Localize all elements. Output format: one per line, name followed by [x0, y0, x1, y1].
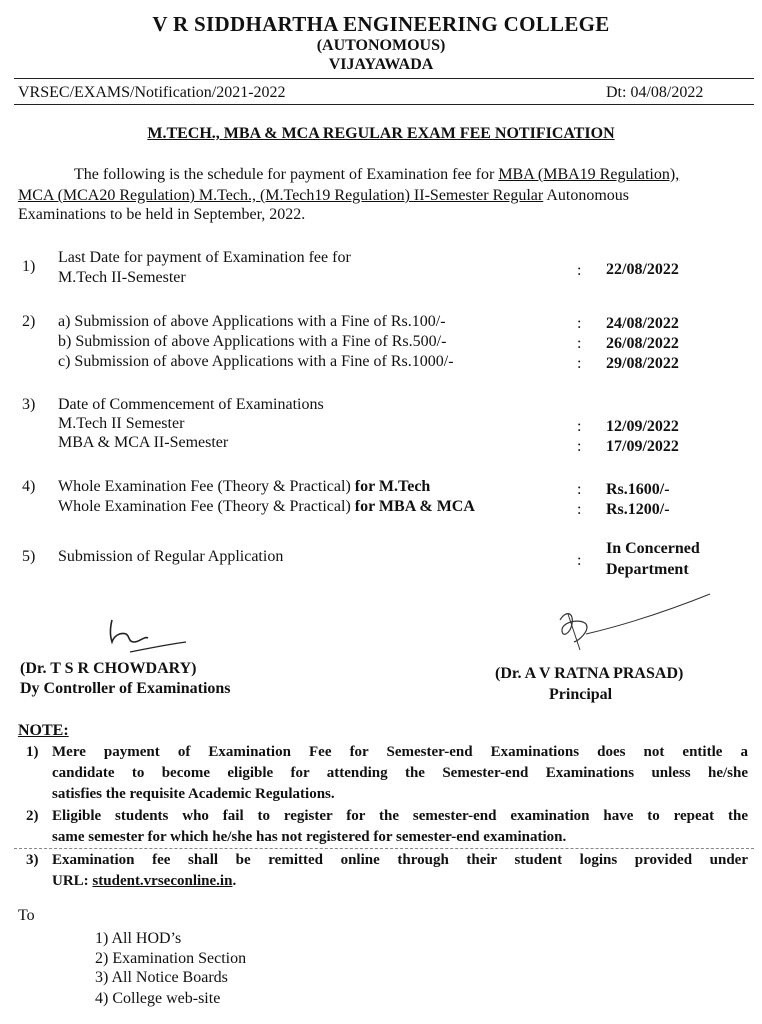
item-value: 29/08/2022: [606, 355, 679, 372]
right-signatory-name: (Dr. A V RATNA PRASAD): [495, 665, 684, 682]
note-number: 3): [26, 852, 39, 868]
item-text: Date of Commencement of Examinations: [58, 396, 324, 413]
item-value: In Concerned: [606, 540, 700, 557]
item-value: Rs.1600/-: [606, 481, 670, 498]
autonomous-label: (AUTONOMOUS): [316, 37, 446, 54]
colon: :: [577, 335, 582, 352]
item-value: 12/09/2022: [606, 418, 679, 435]
fee-text: Whole Examination Fee (Theory & Practical): [58, 498, 355, 515]
note-number: 2): [26, 808, 39, 824]
item-number: 5): [22, 548, 36, 565]
item-text: MBA & MCA II-Semester: [58, 434, 229, 451]
item-value: 22/08/2022: [606, 261, 679, 278]
url-period: .: [232, 873, 237, 889]
colon: :: [577, 438, 582, 455]
item-text: [58, 478, 430, 496]
reference-number: VRSEC/EXAMS/Notification/2021-2022: [18, 84, 286, 101]
left-signature-mark: [100, 606, 190, 656]
left-signatory-title: Dy Controller of Examinations: [20, 680, 231, 697]
item-text: M.Tech II Semester: [58, 415, 185, 432]
colon: :: [577, 552, 582, 569]
note-text: Mere payment of Examination Fee for Semester-end Examinations does not entitle a: [52, 744, 748, 760]
item-text: b) Submission of above Applications with a Fine of Rs.500/-: [58, 333, 447, 350]
item-text: c) Submission of above Applications with a Fine of Rs.1000/-: [58, 353, 454, 370]
item-value: Rs.1200/-: [606, 501, 670, 518]
right-signature-mark: [540, 590, 715, 670]
colon: :: [577, 501, 582, 518]
colon: :: [577, 418, 582, 435]
note-text: Eligible students who fail to register for the semester-end examination have to repeat the: [52, 808, 748, 824]
intro-line-1: [74, 166, 679, 184]
colon: :: [577, 481, 582, 498]
recipient-item: 3) All Notice Boards: [95, 969, 228, 986]
header-rule: [14, 78, 754, 79]
item-text: Submission of Regular Application: [58, 548, 284, 565]
item-value: 17/09/2022: [606, 438, 679, 455]
item-text: a) Submission of above Applications with a Fine of Rs.100/-: [58, 313, 446, 330]
note-number: 1): [26, 744, 39, 760]
url-label: URL:: [52, 873, 93, 889]
item-number: 3): [22, 396, 36, 413]
right-signatory-title: Principal: [549, 686, 613, 703]
note-text: satisfies the requisite Academic Regulations.: [52, 786, 335, 802]
item-number: 4): [22, 478, 36, 495]
intro-text: Autonomous: [543, 187, 630, 204]
recipient-item: 4) College web-site: [95, 990, 221, 1007]
intro-line-2: [18, 187, 629, 205]
colon: :: [577, 262, 582, 279]
item-text: M.Tech II-Semester: [58, 269, 186, 286]
notice-title: M.TECH., MBA & MCA REGULAR EXAM FEE NOTIFICATION: [147, 125, 615, 142]
note-text: Examination fee shall be remitted online through their student logins provided under: [52, 852, 748, 868]
notice-date: Dt: 04/08/2022: [606, 84, 704, 101]
note-heading: NOTE:: [18, 722, 69, 739]
header-rule-2: [14, 104, 754, 105]
item-text: Last Date for payment of Examination fee for: [58, 249, 351, 266]
to-label: To: [18, 907, 35, 924]
left-signatory-name: (Dr. T S R CHOWDARY): [20, 660, 197, 677]
intro-underlined: MBA (MBA19 Regulation),: [498, 166, 680, 183]
note-divider: [14, 848, 754, 849]
intro-line-3: Examinations to be held in September, 2022.: [18, 206, 306, 223]
recipient-item: 2) Examination Section: [95, 950, 247, 967]
note-text: candidate to become eligible for attending the Semester-end Examinations unless he/she: [52, 765, 748, 781]
item-number: 1): [22, 258, 36, 275]
item-number: 2): [22, 313, 36, 330]
student-portal-link[interactable]: student.vrseconline.in: [92, 873, 233, 889]
colon: :: [577, 355, 582, 372]
intro-text: The following is the schedule for payment of Examination fee for: [74, 166, 499, 183]
colon: :: [577, 315, 582, 332]
college-name: V R SIDDHARTHA ENGINEERING COLLEGE: [152, 12, 610, 36]
fee-program: for MBA & MCA: [354, 498, 475, 515]
note-text: same semester for which he/she has not registered for semester-end examination.: [52, 829, 567, 845]
intro-underlined: MCA (MCA20 Regulation) M.Tech., (M.Tech19 Regulation) II-Semester Regular: [18, 187, 544, 204]
item-value: 24/08/2022: [606, 315, 679, 332]
fee-text: Whole Examination Fee (Theory & Practical): [58, 478, 355, 495]
recipient-item: 1) All HOD’s: [95, 930, 182, 947]
item-text: [58, 498, 475, 516]
city-label: VIJAYAWADA: [328, 56, 434, 73]
item-value: 26/08/2022: [606, 335, 679, 352]
fee-program: for M.Tech: [354, 478, 431, 495]
item-value: Department: [606, 561, 689, 578]
note-text: [52, 873, 236, 890]
